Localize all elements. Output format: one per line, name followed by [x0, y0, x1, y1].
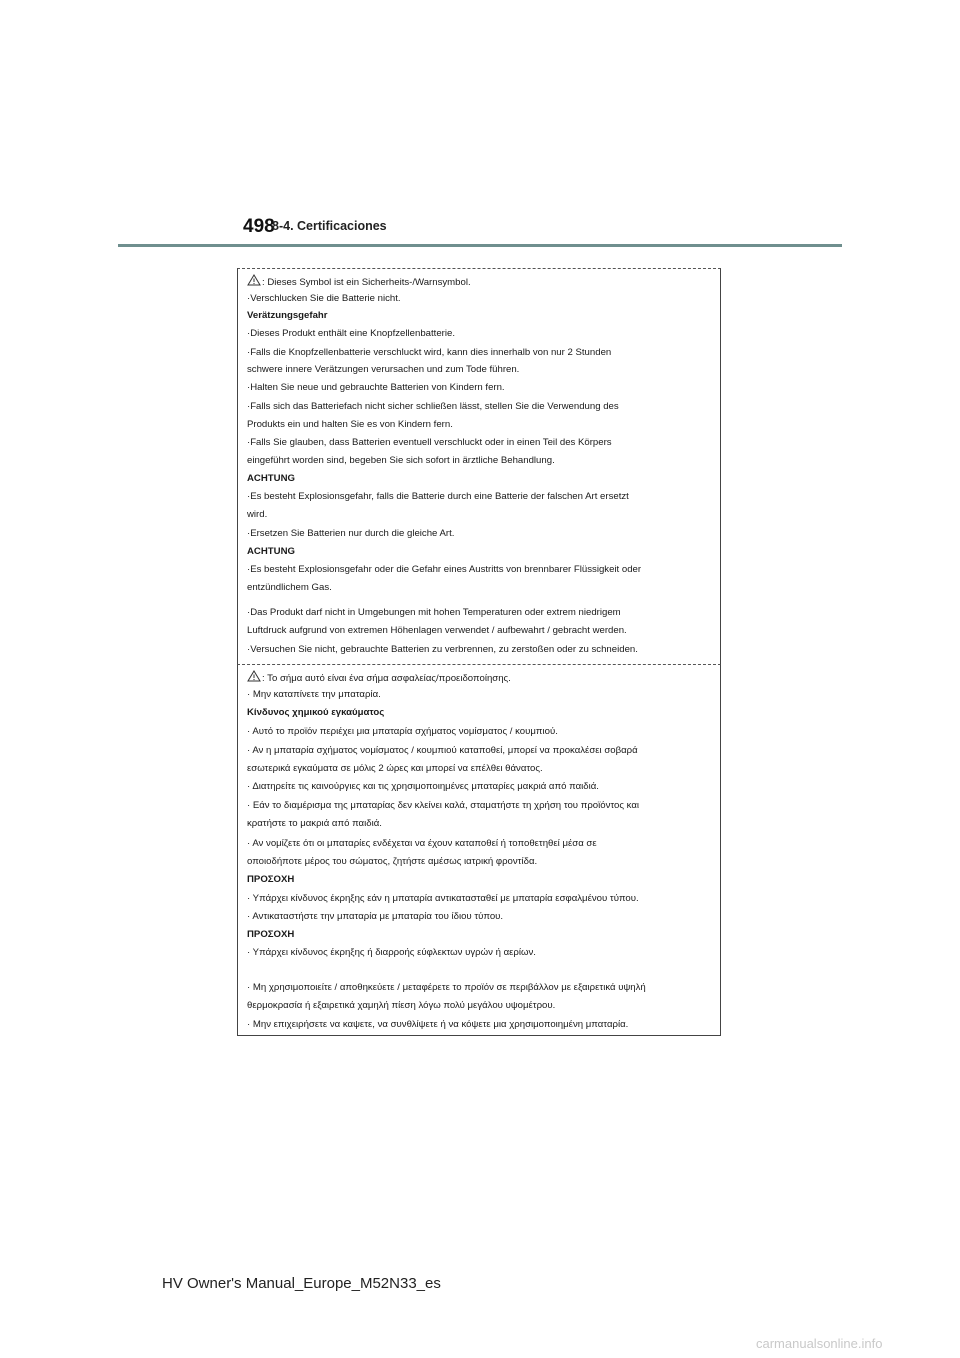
notice-line: ·Dieses Produkt enthält eine Knopfzellenbatterie.	[247, 328, 455, 339]
notice-line: εσωτερικά εγκαύματα σε μόλις 2 ώρες και μπορεί να επέλθει θάνατος.	[247, 763, 543, 774]
notice-line: ·Falls sich das Batteriefach nicht sicher schließen lässt, stellen Sie die Verwendung des	[247, 401, 619, 412]
notice-line: · Υπάρχει κίνδυνος έκρηξης εάν η μπαταρία αντικατασταθεί με μπαταρία εσφαλμένου τύπου.	[247, 893, 639, 904]
notice-heading: ΠΡΟΣΟΧΗ	[247, 874, 295, 885]
notice-heading: ΠΡΟΣΟΧΗ	[247, 929, 295, 940]
german-warning-notice	[237, 268, 721, 664]
notice-line: οποιοδήποτε μέρος του σώματος, ζητήστε αμέσως ιατρική φροντίδα.	[247, 856, 538, 867]
notice-line: entzündlichem Gas.	[247, 582, 332, 593]
notice-line: ·Falls Sie glauben, dass Batterien eventuell verschluckt oder in einen Teil des Körpers	[247, 437, 612, 448]
notice-line: · Αντικαταστήστε την μπαταρία με μπαταρία του ίδιου τύπου.	[247, 911, 504, 922]
notice-line: κρατήστε το μακριά από παιδιά.	[247, 818, 382, 829]
page-number: 498	[243, 216, 275, 237]
notice-line: · Μην καταπίνετε την μπαταρία.	[247, 689, 381, 700]
notice-heading: ACHTUNG	[247, 473, 295, 484]
notice-line: · Αυτό το προϊόν περιέχει μια μπαταρία σχήματος νομίσματος / κουμπιού.	[247, 726, 558, 737]
warning-triangle-icon	[247, 670, 261, 682]
warning-symbol-line: : Dieses Symbol ist ein Sicherheits-/Warnsymbol.	[247, 274, 716, 289]
notice-line: · Μην επιχειρήσετε να καψετε, να συνθλίψετε ή να κόψετε μια χρησιμοποιημένη μπαταρία.	[247, 1019, 629, 1030]
notice-line: Produkts ein und halten Sie es von Kindern fern.	[247, 419, 453, 430]
watermark: carmanualsonline.info	[756, 1336, 883, 1351]
notice-line: · Εάν το διαμέρισμα της μπαταρίας δεν κλείνει καλά, σταματήστε τη χρήση του προϊόντος και	[247, 800, 640, 811]
notice-heading: Κίνδυνος χημικού εγκαύματος	[247, 707, 385, 718]
notice-heading: ACHTUNG	[247, 546, 295, 557]
notice-line: eingeführt worden sind, begeben Sie sich sofort in ärztliche Behandlung.	[247, 455, 555, 466]
notice-line: ·Versuchen Sie nicht, gebrauchte Batterien zu verbrennen, zu zerstoßen oder zu schneiden.	[247, 644, 638, 655]
header-rule	[118, 244, 842, 247]
notice-line: · Αν η μπαταρία σχήματος νομίσματος / κουμπιού καταποθεί, μπορεί να προκαλέσει σοβαρά	[247, 745, 638, 756]
notice-line: · Υπάρχει κίνδυνος έκρηξης ή διαρροής εύφλεκτων υγρών ή αερίων.	[247, 947, 536, 958]
notice-line: · Διατηρείτε τις καινούργιες και τις χρησιμοποιημένες μπαταρίες μακριά από παιδιά.	[247, 781, 599, 792]
notice-line: wird.	[247, 509, 268, 520]
section-title: 8-4. Certificaciones	[272, 219, 387, 233]
notice-line: Luftdruck aufgrund von extremen Höhenlagen verwendet / aufbewahrt / gebracht werden.	[247, 625, 627, 636]
notice-heading: Verätzungsgefahr	[247, 310, 328, 321]
notice-line: ·Verschlucken Sie die Batterie nicht.	[247, 293, 401, 304]
notice-line: schwere innere Verätzungen verursachen und zum Tode führen.	[247, 364, 520, 375]
notice-line: ·Falls die Knopfzellenbatterie verschluckt wird, kann dies innerhalb von nur 2 Stunden	[247, 347, 612, 358]
notice-line: · Μη χρησιμοποιείτε / αποθηκεύετε / μεταφέρετε το προϊόν σε περιβάλλον με εξαιρετικά υψηλή	[247, 982, 646, 993]
notice-line: ·Ersetzen Sie Batterien nur durch die gleiche Art.	[247, 528, 455, 539]
notice-line: ·Das Produkt darf nicht in Umgebungen mit hohen Temperaturen oder extrem niedrigem	[247, 607, 621, 618]
notice-line: θερμοκρασία ή εξαιρετικά χαμηλή πίεση λόγω πολύ μεγάλου υψομέτρου.	[247, 1000, 556, 1011]
warning-triangle-icon	[247, 274, 261, 286]
notice-line: ·Halten Sie neue und gebrauchte Batterien von Kindern fern.	[247, 382, 505, 393]
footer-manual-name: HV Owner's Manual_Europe_M52N33_es	[162, 1275, 441, 1292]
notice-line: ·Es besteht Explosionsgefahr oder die Gefahr eines Austritts von brennbarer Flüssigkeit oder	[247, 564, 642, 575]
notice-line: · Αν νομίζετε ότι οι μπαταρίες ενδέχεται να έχουν καταποθεί ή τοποθετηθεί μέσα σε	[247, 838, 597, 849]
notice-line: ·Es besteht Explosionsgefahr, falls die Batterie durch eine Batterie der falschen Art ersetzt	[247, 491, 629, 502]
warning-symbol-line: : Το σήμα αυτό είναι ένα σήμα ασφαλείας/προειδοποίησης.	[247, 670, 716, 685]
greek-warning-notice	[237, 664, 721, 1036]
